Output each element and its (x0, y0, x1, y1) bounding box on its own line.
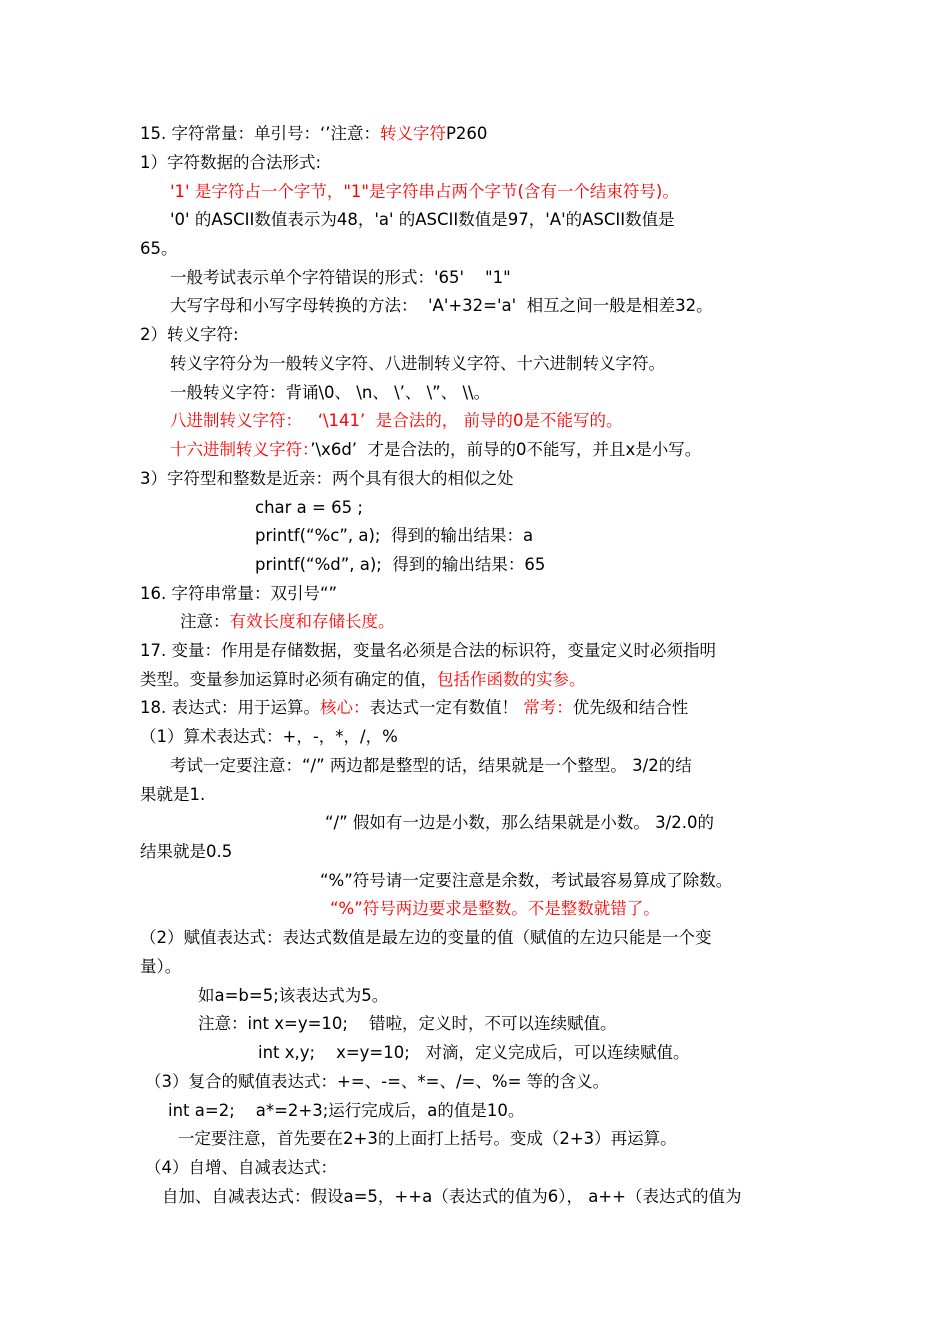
text-line (140, 124, 487, 144)
emphasis-text: “%”符号两边要求是整数。不是整数就错了。 (330, 899, 660, 918)
body-text: ’\x6d’ 才是合法的，前导的0不能写，并且x是小写。 (310, 440, 702, 459)
text-line (140, 641, 716, 661)
body-text: 3）字符型和整数是近亲：两个具有很大的相似之处 (140, 469, 514, 488)
text-line (255, 526, 533, 546)
text-line (145, 1158, 337, 1178)
text-line (320, 871, 732, 891)
text-line (255, 498, 363, 518)
body-text: 转义字符分为一般转义字符、八进制转义字符、十六进制转义字符。 (170, 354, 665, 373)
text-line (140, 698, 688, 718)
body-text: 考试一定要注意：“/” 两边都是整型的话，结果就是一个整型。 3/2的结 (170, 756, 692, 775)
text-line (170, 440, 701, 460)
body-text: 一般转义字符：背诵\0、 \n、 \’、 \”、 \\。 (170, 383, 491, 402)
body-text: 量）。 (140, 957, 182, 976)
text-line (170, 411, 623, 431)
text-line (170, 354, 665, 374)
text-line (145, 1072, 609, 1092)
body-text: P260 (445, 124, 488, 143)
text-line (140, 239, 178, 259)
body-text: （4）自增、自减表达式： (145, 1158, 337, 1177)
emphasis-text: 八进制转义字符： ‘\141’ 是合法的， 前导的0是不能写的。 (170, 411, 623, 430)
text-line (255, 555, 545, 575)
body-text: 注意：int x=y=10; 错啦，定义时，不可以连续赋值。 (198, 1014, 617, 1033)
body-text: 65。 (140, 239, 178, 258)
body-text: int a=2; a*=2+3;运行完成后，a的值是10。 (168, 1101, 525, 1120)
body-text: 表达式一定有数值！ (369, 698, 524, 717)
body-text: 结果就是0.5 (140, 842, 233, 861)
body-text: 一般考试表示单个字符错误的形式：'65' "1" (170, 268, 511, 287)
body-text: printf(“%d”, a); 得到的输出结果：65 (255, 555, 546, 574)
text-line (140, 842, 232, 862)
text-line (140, 670, 586, 690)
text-line (140, 325, 239, 345)
body-text: printf(“%c”, a); 得到的输出结果：a (255, 526, 534, 545)
text-line (170, 210, 675, 230)
emphasis-text: 十六进制转义字符： (170, 440, 311, 459)
emphasis-text: 转义字符 (379, 124, 446, 143)
text-line (140, 153, 321, 173)
text-line (170, 182, 679, 202)
text-line (140, 928, 712, 948)
text-line (180, 612, 395, 632)
emphasis-text: 常考： (523, 698, 573, 717)
text-line (140, 469, 514, 489)
text-line (198, 986, 388, 1006)
body-text: “%”符号请一定要注意是余数，考试最容易算成了除数。 (320, 871, 733, 890)
body-text: “/” 假如有一边是小数，那么结果就是小数。 3/2.0的 (325, 813, 714, 832)
body-text: 如a=b=5;该表达式为5。 (198, 986, 389, 1005)
text-line (170, 756, 692, 776)
text-line (330, 899, 660, 919)
body-text: 优先级和结合性 (572, 698, 689, 717)
text-line (162, 1187, 741, 1207)
body-text: 类型。变量参加运算时必须有确定的值， (140, 670, 437, 689)
body-text: （1）算术表达式：+，-，*，/，% (140, 727, 398, 746)
text-line (140, 785, 205, 805)
body-text: 16. 字符串常量：双引号“” (140, 584, 338, 603)
body-text: 一定要注意，首先要在2+3的上面打上括号。变成（2+3）再运算。 (178, 1129, 677, 1148)
text-line (140, 957, 181, 977)
text-line (258, 1043, 690, 1063)
emphasis-text: 有效长度和存储长度。 (229, 612, 395, 631)
body-text: 18. 表达式：用于运算。 (140, 698, 320, 717)
text-line (168, 1101, 524, 1121)
text-line (198, 1014, 616, 1034)
body-text: （3）复合的赋值表达式：+=、-=、*=、/=、%= 等的含义。 (145, 1072, 610, 1091)
emphasis-text: 包括作函数的实参。 (437, 670, 586, 689)
text-line (140, 727, 398, 747)
text-line (178, 1129, 677, 1149)
emphasis-text: 核心： (320, 698, 370, 717)
body-text: 2）转义字符: (140, 325, 239, 344)
body-text: 15. 字符常量：单引号：‘’注意： (140, 124, 380, 143)
body-text: （2）赋值表达式：表达式数值是最左边的变量的值（赋值的左边只能是一个变 (140, 928, 712, 947)
body-text: 大写字母和小写字母转换的方法： 'A'+32='a' 相互之间一般是相差32。 (170, 296, 713, 315)
body-text: '0' 的ASCII数值表示为48，'a' 的ASCII数值是97，'A'的ASCII数值是 (170, 210, 675, 229)
body-text: 自加、自减表达式：假设a=5，++a（表达式的值为6）， a++（表达式的值为 (162, 1187, 742, 1206)
text-line (170, 268, 511, 288)
body-text: 果就是1. (140, 785, 206, 804)
body-text: 17. 变量：作用是存储数据，变量名必须是合法的标识符，变量定义时必须指明 (140, 641, 716, 660)
text-line (170, 296, 713, 316)
emphasis-text: '1' 是字符占一个字节，"1"是字符串占两个字节(含有一个结束符号)。 (170, 182, 679, 201)
text-line (140, 584, 337, 604)
body-text: int x,y; x=y=10; 对滴，定义完成后，可以连续赋值。 (258, 1043, 690, 1062)
text-line (170, 383, 490, 403)
text-line (325, 813, 714, 833)
body-text: char a = 65 ; (255, 498, 363, 517)
body-text: 1）字符数据的合法形式: (140, 153, 322, 172)
body-text: 注意： (180, 612, 230, 631)
